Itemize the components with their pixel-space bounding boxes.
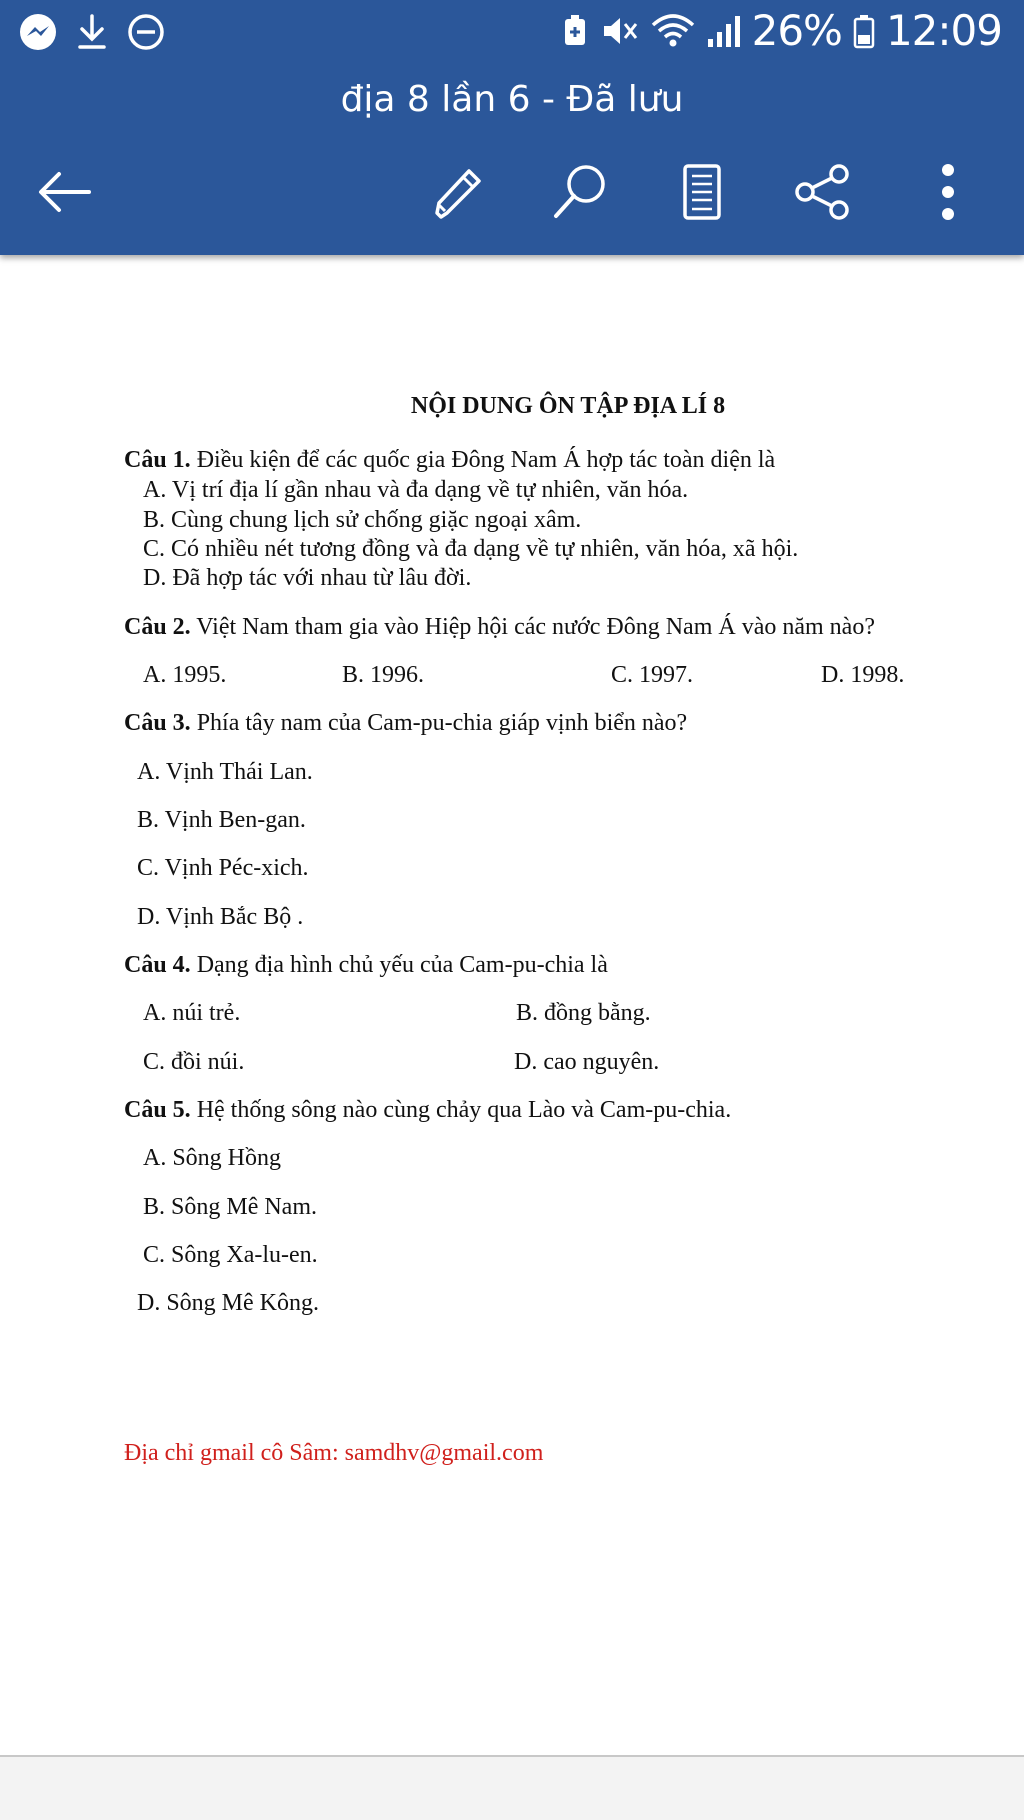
question-text: Phía tây nam của Cam-pu-chia giáp vịnh biển nào? [196, 710, 688, 736]
q4-option-c: C. đồi núi. [143, 1049, 245, 1075]
question-3 [124, 708, 687, 738]
q1-option-c: C. Có nhiều nét tương đồng và đa dạng về tự nhiên, văn hóa, xã hội. [143, 536, 799, 562]
question-text: Điều kiện để các quốc gia Đông Nam Á hợp tác toàn diện là [196, 447, 776, 473]
reading-view-button[interactable] [666, 158, 738, 230]
q3-option-c: C. Vịnh Péc-xich. [137, 855, 309, 881]
q3-option-a: A. Vịnh Thái Lan. [137, 759, 313, 785]
question-2 [124, 612, 875, 642]
q4-option-d: D. cao nguyên. [514, 1049, 660, 1075]
mute-icon [600, 11, 640, 51]
status-right-icons [560, 6, 1002, 55]
question-5 [124, 1095, 731, 1125]
back-button[interactable] [28, 158, 100, 230]
q1-option-d: D. Đã hợp tác với nhau từ lâu đời. [143, 565, 472, 591]
q2-option-c: C. 1997. [611, 662, 694, 688]
messenger-icon [18, 12, 58, 52]
clock: 12:09 [885, 6, 1002, 55]
arrow-left-icon [34, 167, 94, 222]
document-heading: NỘI DUNG ÔN TẬP ĐỊA LÍ 8 [410, 393, 726, 419]
q1-option-b: B. Cùng chung lịch sử chống giặc ngoại xâm. [143, 507, 582, 533]
signal-icon [706, 11, 742, 51]
q2-option-d: D. 1998. [821, 662, 905, 688]
app-bar [0, 0, 1024, 255]
question-label: Câu 3. [124, 710, 191, 736]
share-icon [793, 162, 853, 227]
q4-option-a: A. núi trẻ. [143, 1000, 241, 1026]
q2-option-a: A. 1995. [143, 662, 227, 688]
wifi-icon [650, 11, 696, 51]
search-button[interactable] [544, 158, 616, 230]
q4-option-b: B. đồng bằng. [516, 1000, 651, 1026]
question-text: Dạng địa hình chủ yếu của Cam-pu-chia là [196, 952, 608, 978]
battery-level: 26% [751, 6, 842, 55]
data-saver-icon [560, 11, 590, 51]
download-icon [74, 12, 110, 52]
document-page[interactable] [0, 255, 1024, 1755]
question-label: Câu 2. [124, 614, 191, 640]
more-options-button[interactable] [912, 158, 984, 230]
q2-option-b: B. 1996. [342, 662, 425, 688]
q3-option-b: B. Vịnh Ben-gan. [137, 807, 306, 833]
question-4 [124, 950, 608, 980]
question-text: Hệ thống sông nào cùng chảy qua Lào và Cam-pu-chia. [196, 1097, 732, 1123]
q5-option-d: D. Sông Mê Kông. [137, 1290, 320, 1316]
q5-option-c: C. Sông Xa-lu-en. [143, 1242, 318, 1268]
q1-option-a: A. Vị trí địa lí gần nhau và đa dạng về tự nhiên, văn hóa. [143, 477, 689, 503]
q3-option-d: D. Vịnh Bắc Bộ . [137, 904, 304, 930]
q5-option-b: B. Sông Mê Nam. [143, 1194, 317, 1220]
contact-email-line: Địa chỉ gmail cô Sâm: samdhv@gmail.com [124, 1440, 544, 1466]
search-icon [550, 162, 610, 227]
battery-icon [852, 11, 876, 51]
question-label: Câu 4. [124, 952, 191, 978]
bottom-area [0, 1757, 1024, 1820]
do-not-disturb-icon [126, 12, 166, 52]
question-1 [124, 445, 775, 475]
question-text: Việt Nam tham gia vào Hiệp hội các nước Đông Nam Á vào năm nào? [196, 614, 875, 640]
status-bar [0, 0, 1024, 70]
share-button[interactable] [787, 158, 859, 230]
edit-button[interactable] [422, 158, 494, 230]
q5-option-a: A. Sông Hồng [143, 1145, 282, 1171]
question-label: Câu 1. [124, 447, 191, 473]
status-left-icons [18, 12, 166, 52]
mobile-view-icon [680, 162, 724, 227]
question-label: Câu 5. [124, 1097, 191, 1123]
more-vertical-icon [938, 162, 958, 227]
pencil-icon [429, 163, 487, 226]
document-title: địa 8 lần 6 - Đã lưu [340, 79, 684, 120]
